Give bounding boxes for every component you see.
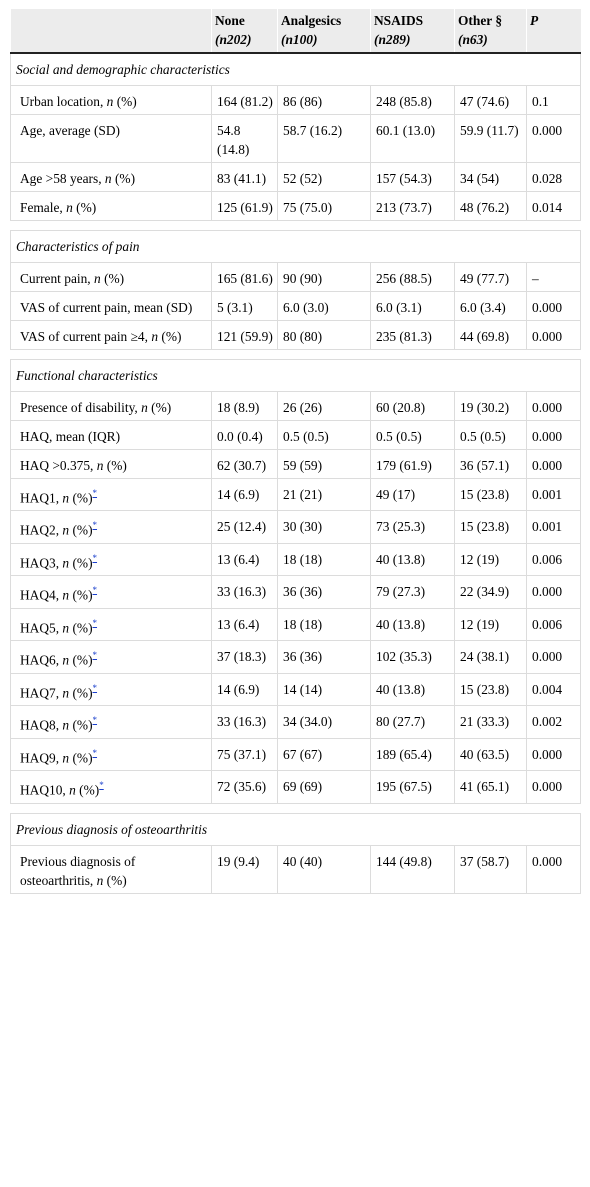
- value-cell: 40 (13.8): [371, 608, 455, 640]
- header-label: P: [530, 13, 539, 28]
- footnote-link[interactable]: *: [92, 747, 98, 758]
- row-label-text: HAQ6,: [20, 652, 63, 668]
- footnote-link[interactable]: *: [92, 552, 98, 563]
- table-row: [11, 771, 581, 803]
- value-cell: 59 (59): [278, 450, 371, 479]
- value-cell: 179 (61.9): [371, 450, 455, 479]
- value-cell: 0.001: [527, 511, 581, 543]
- section-header-row: [11, 360, 581, 392]
- row-label: [11, 192, 212, 221]
- row-label-n: n: [62, 717, 70, 733]
- row-label-n: n: [62, 522, 70, 538]
- section-header-row: [11, 813, 581, 845]
- section-title: Functional characteristics: [11, 360, 581, 392]
- row-label: [11, 479, 212, 511]
- footnote-link[interactable]: *: [92, 682, 98, 693]
- row-label-text: HAQ10,: [20, 782, 70, 798]
- value-cell: 34 (34.0): [278, 706, 371, 738]
- table-row: [11, 163, 581, 192]
- value-cell: 90 (90): [278, 263, 371, 292]
- section-spacer: [11, 221, 581, 231]
- value-cell: 165 (81.6): [212, 263, 278, 292]
- value-cell: 49 (17): [371, 479, 455, 511]
- footnote-link[interactable]: *: [92, 650, 98, 661]
- table-row: [11, 543, 581, 575]
- value-cell: 62 (30.7): [212, 450, 278, 479]
- row-label-n: n: [62, 750, 70, 766]
- section-title: Previous diagnosis of osteoarthritis: [11, 813, 581, 845]
- value-cell: 24 (38.1): [455, 641, 527, 673]
- value-cell: 0.000: [527, 450, 581, 479]
- table-row: [11, 673, 581, 705]
- header-label: None: [215, 13, 245, 28]
- value-cell: 0.000: [527, 115, 581, 163]
- row-label-n: n: [62, 685, 70, 701]
- row-label-n: n: [62, 587, 70, 603]
- row-label-tail: (%): [69, 490, 93, 506]
- row-label-tail: (%): [69, 587, 93, 603]
- value-cell: 30 (30): [278, 511, 371, 543]
- row-label-text: Current pain,: [20, 271, 95, 286]
- value-cell: 0.000: [527, 576, 581, 608]
- value-cell: 6.0 (3.1): [371, 292, 455, 321]
- row-label: [11, 450, 212, 479]
- value-cell: 22 (34.9): [455, 576, 527, 608]
- header-row: [11, 9, 581, 53]
- row-label-tail: (%): [111, 171, 136, 186]
- row-label-text: Presence of disability,: [20, 400, 142, 415]
- table-header: [11, 9, 581, 53]
- row-label-text: Urban location,: [20, 94, 107, 109]
- value-cell: 15 (23.8): [455, 511, 527, 543]
- value-cell: 34 (54): [455, 163, 527, 192]
- row-label-tail: (%): [103, 458, 127, 473]
- row-label-text: HAQ9,: [20, 750, 63, 766]
- row-label: [11, 86, 212, 115]
- value-cell: 0.002: [527, 706, 581, 738]
- row-label: [11, 738, 212, 770]
- row-label-tail: (%): [69, 620, 93, 636]
- value-cell: 21 (21): [278, 479, 371, 511]
- table-row: [11, 706, 581, 738]
- table-row: [11, 479, 581, 511]
- header-none: [212, 9, 278, 53]
- row-label-text: HAQ2,: [20, 522, 63, 538]
- value-cell: 75 (75.0): [278, 192, 371, 221]
- value-cell: 144 (49.8): [371, 845, 455, 893]
- value-cell: 75 (37.1): [212, 738, 278, 770]
- row-label-text: HAQ, mean (IQR): [20, 429, 121, 444]
- value-cell: 73 (25.3): [371, 511, 455, 543]
- value-cell: 80 (27.7): [371, 706, 455, 738]
- value-cell: 83 (41.1): [212, 163, 278, 192]
- section-header-row: [11, 231, 581, 263]
- section-header-row: [11, 53, 581, 86]
- row-label: [11, 115, 212, 163]
- table-row: [11, 738, 581, 770]
- table-row: [11, 392, 581, 421]
- row-label-n: n: [62, 652, 70, 668]
- value-cell: 235 (81.3): [371, 321, 455, 350]
- row-label-text: Age, average (SD): [20, 123, 121, 138]
- section-title: Characteristics of pain: [11, 231, 581, 263]
- value-cell: 0.5 (0.5): [278, 421, 371, 450]
- value-cell: 21 (33.3): [455, 706, 527, 738]
- value-cell: 189 (65.4): [371, 738, 455, 770]
- row-label-tail: (%): [100, 271, 125, 286]
- value-cell: 121 (59.9): [212, 321, 278, 350]
- value-cell: 0.028: [527, 163, 581, 192]
- row-label: [11, 845, 212, 893]
- value-cell: 59.9 (11.7): [455, 115, 527, 163]
- section-spacer: [11, 803, 581, 813]
- value-cell: 6.0 (3.0): [278, 292, 371, 321]
- row-label: [11, 608, 212, 640]
- value-cell: 49 (77.7): [455, 263, 527, 292]
- value-cell: 102 (35.3): [371, 641, 455, 673]
- value-cell: 0.014: [527, 192, 581, 221]
- table-row: [11, 321, 581, 350]
- table-row: [11, 641, 581, 673]
- row-label-n: n: [96, 872, 104, 888]
- value-cell: 0.000: [527, 641, 581, 673]
- value-cell: 0.1: [527, 86, 581, 115]
- row-label-tail: (%): [75, 782, 100, 798]
- row-label: [11, 421, 212, 450]
- header-n: (n100): [281, 32, 318, 47]
- footnote-link[interactable]: *: [92, 488, 98, 498]
- row-label-text: HAQ8,: [20, 717, 63, 733]
- row-label-tail: (%): [69, 555, 93, 571]
- row-label-n: n: [69, 782, 76, 798]
- row-label-text: HAQ7,: [20, 685, 63, 701]
- table-row: [11, 192, 581, 221]
- value-cell: 14 (14): [278, 673, 371, 705]
- value-cell: 164 (81.2): [212, 86, 278, 115]
- value-cell: 37 (58.7): [455, 845, 527, 893]
- value-cell: –: [527, 263, 581, 292]
- table-body: [11, 53, 581, 893]
- row-label-n: n: [141, 400, 148, 415]
- row-label-tail: (%): [113, 94, 137, 109]
- results-table: [10, 9, 581, 894]
- table-row: [11, 263, 581, 292]
- value-cell: 41 (65.1): [455, 771, 527, 803]
- row-label: [11, 771, 212, 803]
- value-cell: 0.000: [527, 738, 581, 770]
- row-label-text: VAS of current pain, mean (SD): [20, 300, 193, 315]
- row-label: [11, 576, 212, 608]
- table-row: [11, 450, 581, 479]
- value-cell: 54.8 (14.8): [212, 115, 278, 163]
- row-label-tail: (%): [103, 872, 127, 888]
- header-label: Other §: [458, 13, 503, 28]
- value-cell: 0.000: [527, 421, 581, 450]
- value-cell: 5 (3.1): [212, 292, 278, 321]
- table-row: [11, 576, 581, 608]
- value-cell: 0.000: [527, 392, 581, 421]
- value-cell: 33 (16.3): [212, 706, 278, 738]
- value-cell: 44 (69.8): [455, 321, 527, 350]
- row-label: [11, 706, 212, 738]
- value-cell: 14 (6.9): [212, 479, 278, 511]
- row-label-tail: (%): [72, 200, 97, 215]
- data-table-container: [10, 9, 580, 894]
- row-label: [11, 392, 212, 421]
- value-cell: 13 (6.4): [212, 543, 278, 575]
- table-row: [11, 845, 581, 893]
- row-label-text: HAQ1,: [20, 490, 63, 506]
- footnote-link[interactable]: *: [92, 520, 98, 531]
- value-cell: 13 (6.4): [212, 608, 278, 640]
- value-cell: 0.000: [527, 845, 581, 893]
- value-cell: 40 (63.5): [455, 738, 527, 770]
- header-blank: [11, 9, 212, 53]
- row-label-n: n: [94, 271, 101, 286]
- value-cell: 213 (73.7): [371, 192, 455, 221]
- header-other: [455, 9, 527, 53]
- row-label: [11, 263, 212, 292]
- value-cell: 0.5 (0.5): [371, 421, 455, 450]
- row-label-n: n: [106, 94, 114, 109]
- table-row: [11, 86, 581, 115]
- value-cell: 36 (36): [278, 641, 371, 673]
- spacer-cell: [11, 350, 581, 360]
- value-cell: 40 (13.8): [371, 543, 455, 575]
- value-cell: 12 (19): [455, 608, 527, 640]
- value-cell: 12 (19): [455, 543, 527, 575]
- value-cell: 26 (26): [278, 392, 371, 421]
- value-cell: 60.1 (13.0): [371, 115, 455, 163]
- header-analgesics: [278, 9, 371, 53]
- value-cell: 48 (76.2): [455, 192, 527, 221]
- value-cell: 69 (69): [278, 771, 371, 803]
- value-cell: 125 (61.9): [212, 192, 278, 221]
- section-title: Social and demographic characteristics: [11, 53, 581, 86]
- value-cell: 52 (52): [278, 163, 371, 192]
- table-row: [11, 421, 581, 450]
- value-cell: 67 (67): [278, 738, 371, 770]
- footnote-link[interactable]: *: [99, 780, 104, 791]
- row-label-text: VAS of current pain ≥4,: [20, 329, 152, 344]
- row-label-tail: (%): [69, 522, 93, 538]
- value-cell: 0.006: [527, 608, 581, 640]
- value-cell: 58.7 (16.2): [278, 115, 371, 163]
- footnote-link[interactable]: *: [92, 585, 98, 596]
- value-cell: 0.000: [527, 321, 581, 350]
- value-cell: 72 (35.6): [212, 771, 278, 803]
- row-label-tail: (%): [158, 329, 182, 344]
- header-n: (n202): [215, 32, 252, 47]
- header-n: (n63): [458, 32, 488, 47]
- value-cell: 0.000: [527, 292, 581, 321]
- row-label-tail: (%): [69, 717, 93, 733]
- header-label: NSAIDS: [374, 13, 424, 28]
- row-label-n: n: [62, 620, 70, 636]
- value-cell: 195 (67.5): [371, 771, 455, 803]
- value-cell: 248 (85.8): [371, 86, 455, 115]
- table-row: [11, 115, 581, 163]
- row-label-text: Age >58 years,: [20, 171, 105, 186]
- value-cell: 6.0 (3.4): [455, 292, 527, 321]
- row-label-text: Previous diagnosis of osteoarthritis,: [20, 853, 136, 888]
- header-n: (n289): [374, 32, 411, 47]
- row-label: [11, 641, 212, 673]
- value-cell: 37 (18.3): [212, 641, 278, 673]
- value-cell: 40 (40): [278, 845, 371, 893]
- table-row: [11, 608, 581, 640]
- value-cell: 33 (16.3): [212, 576, 278, 608]
- row-label-n: n: [62, 555, 70, 571]
- row-label: [11, 543, 212, 575]
- value-cell: 0.006: [527, 543, 581, 575]
- value-cell: 256 (88.5): [371, 263, 455, 292]
- spacer-cell: [11, 803, 581, 813]
- table-row: [11, 511, 581, 543]
- row-label: [11, 673, 212, 705]
- value-cell: 0.001: [527, 479, 581, 511]
- value-cell: 18 (18): [278, 543, 371, 575]
- value-cell: 15 (23.8): [455, 479, 527, 511]
- row-label: [11, 292, 212, 321]
- row-label-tail: (%): [69, 750, 93, 766]
- row-label-tail: (%): [69, 652, 93, 668]
- value-cell: 60 (20.8): [371, 392, 455, 421]
- value-cell: 14 (6.9): [212, 673, 278, 705]
- value-cell: 15 (23.8): [455, 673, 527, 705]
- row-label-n: n: [96, 458, 104, 473]
- value-cell: 157 (54.3): [371, 163, 455, 192]
- row-label-n: n: [62, 490, 70, 506]
- row-label-text: Female,: [20, 200, 67, 215]
- footnote-link[interactable]: *: [92, 617, 98, 628]
- header-nsaids: [371, 9, 455, 53]
- value-cell: 25 (12.4): [212, 511, 278, 543]
- value-cell: 0.000: [527, 771, 581, 803]
- value-cell: 80 (80): [278, 321, 371, 350]
- value-cell: 36 (36): [278, 576, 371, 608]
- value-cell: 18 (18): [278, 608, 371, 640]
- row-label: [11, 511, 212, 543]
- value-cell: 36 (57.1): [455, 450, 527, 479]
- value-cell: 19 (9.4): [212, 845, 278, 893]
- value-cell: 79 (27.3): [371, 576, 455, 608]
- row-label-n: n: [66, 200, 73, 215]
- row-label-text: HAQ5,: [20, 620, 63, 636]
- value-cell: 86 (86): [278, 86, 371, 115]
- row-label-tail: (%): [147, 400, 172, 415]
- value-cell: 0.004: [527, 673, 581, 705]
- row-label-n: n: [151, 329, 159, 344]
- value-cell: 0.5 (0.5): [455, 421, 527, 450]
- value-cell: 18 (8.9): [212, 392, 278, 421]
- row-label-text: HAQ4,: [20, 587, 63, 603]
- row-label-n: n: [104, 171, 112, 186]
- table-row: [11, 292, 581, 321]
- value-cell: 40 (13.8): [371, 673, 455, 705]
- value-cell: 19 (30.2): [455, 392, 527, 421]
- footnote-link[interactable]: *: [92, 715, 98, 726]
- row-label-text: HAQ3,: [20, 555, 63, 571]
- spacer-cell: [11, 221, 581, 231]
- header-label: Analgesics: [281, 13, 342, 28]
- row-label-text: HAQ >0.375,: [20, 458, 97, 473]
- value-cell: 0.0 (0.4): [212, 421, 278, 450]
- row-label: [11, 321, 212, 350]
- row-label: [11, 163, 212, 192]
- header-p: [527, 9, 581, 53]
- section-spacer: [11, 350, 581, 360]
- value-cell: 47 (74.6): [455, 86, 527, 115]
- row-label-tail: (%): [69, 685, 93, 701]
